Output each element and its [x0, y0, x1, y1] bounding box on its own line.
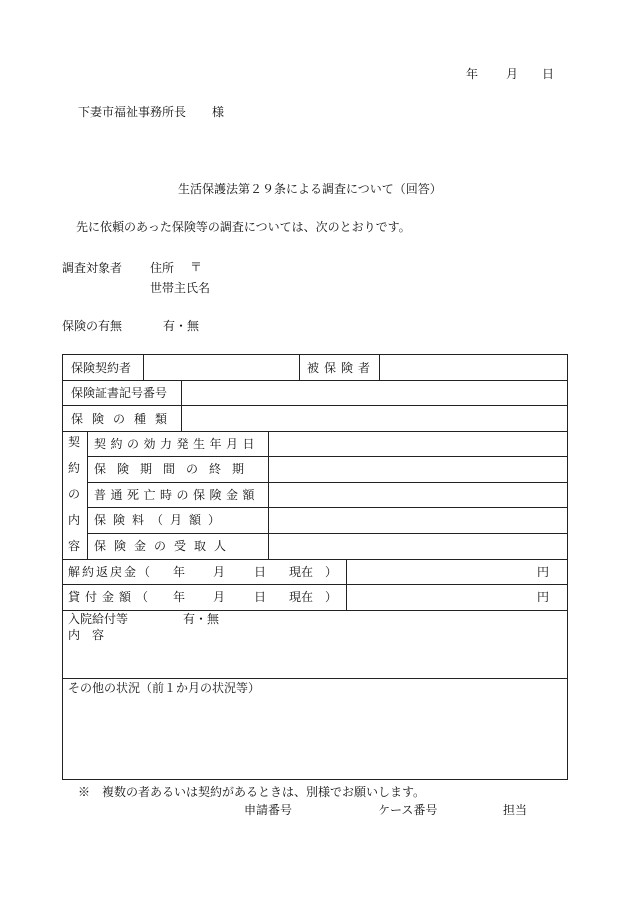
column-divider [181, 380, 182, 431]
contract-group-char: 約 [68, 461, 81, 475]
insurance-presence-label: 保険の有無 [62, 319, 123, 333]
subject-label: 調査対象者 [62, 261, 123, 275]
column-divider [143, 355, 144, 380]
monthly-premium-label: 保険料（月額） [94, 513, 228, 527]
recipient-name: 下妻市福祉事務所長 [78, 105, 187, 119]
surrender-yen-unit: 円 [537, 565, 550, 579]
document-title: 生活保護法第２９条による調査について（回答） [178, 182, 442, 196]
row-divider [63, 584, 567, 585]
footer-note: ※ 複数の者あるいは契約があるときは、別様でお願いします。 [78, 785, 426, 799]
death-benefit-amount-label: 普通死亡時の保険金額 [94, 488, 260, 502]
postal-mark: 〒 [190, 260, 203, 274]
certificate-number-label: 保険証書記号番号 [71, 386, 168, 400]
contract-group-char: 契 [68, 435, 81, 449]
date-day-label: 日 [542, 67, 555, 81]
beneficiary-label: 保険金の受取人 [94, 539, 235, 553]
date-month-label: 月 [506, 67, 519, 81]
insured-label: 被保険者 [307, 361, 376, 375]
row-divider [87, 533, 567, 534]
row-divider [63, 610, 567, 611]
application-number-label: 申請番号 [244, 803, 293, 817]
case-number-label: ケース番号 [378, 803, 438, 817]
insurance-type-label: 保険の種類 [71, 412, 177, 426]
row-divider [63, 380, 567, 381]
row-divider [63, 678, 567, 679]
surrender-day-label: 日 [254, 565, 267, 579]
recipient-honorific: 様 [212, 105, 225, 119]
loan-month-label: 月 [213, 590, 226, 604]
other-status-label: その他の状況（前１か月の状況等） [68, 681, 261, 695]
column-divider [379, 355, 380, 380]
column-divider [87, 431, 88, 559]
hospital-benefit-options: 有・無 [183, 612, 220, 626]
contract-group-char: の [68, 487, 81, 501]
row-divider [63, 559, 567, 560]
loan-year-label: 年 [173, 590, 186, 604]
date-year-label: 年 [466, 67, 479, 81]
address-label: 住所 [150, 261, 175, 275]
row-divider [87, 456, 567, 457]
row-divider [63, 405, 567, 406]
row-divider [87, 482, 567, 483]
row-divider [87, 507, 567, 508]
loan-day-label: 日 [254, 590, 267, 604]
loan-current-label: 現在 ） [289, 590, 338, 604]
hospital-benefit-label: 入院給付等 [68, 612, 129, 626]
policyholder-label: 保険契約者 [71, 361, 132, 375]
contract-effective-date-label: 契約の効力発生年月日 [94, 437, 260, 451]
staff-label: 担当 [503, 803, 528, 817]
row-divider [63, 431, 567, 432]
surrender-year-label: 年 [173, 565, 186, 579]
column-divider [346, 559, 347, 610]
column-divider [299, 355, 300, 380]
column-divider [268, 431, 269, 559]
loan-amount-label: 貸付金額（ [68, 590, 154, 604]
householder-label: 世帯主氏名 [150, 281, 211, 295]
hospital-detail-label: 内 容 [68, 628, 105, 642]
contract-group-char: 内 [68, 513, 81, 527]
insurance-form-table [62, 354, 568, 780]
loan-yen-unit: 円 [537, 590, 550, 604]
insurance-period-end-label: 保険期間の終期 [94, 462, 256, 476]
surrender-value-label: 解約返戻金（ [68, 565, 153, 579]
surrender-current-label: 現在 ） [289, 565, 338, 579]
insurance-presence-options: 有・無 [163, 319, 200, 333]
intro-text: 先に依頼のあった保険等の調査については、次のとおりです。 [76, 220, 411, 234]
surrender-month-label: 月 [213, 565, 226, 579]
contract-group-char: 容 [68, 539, 81, 553]
